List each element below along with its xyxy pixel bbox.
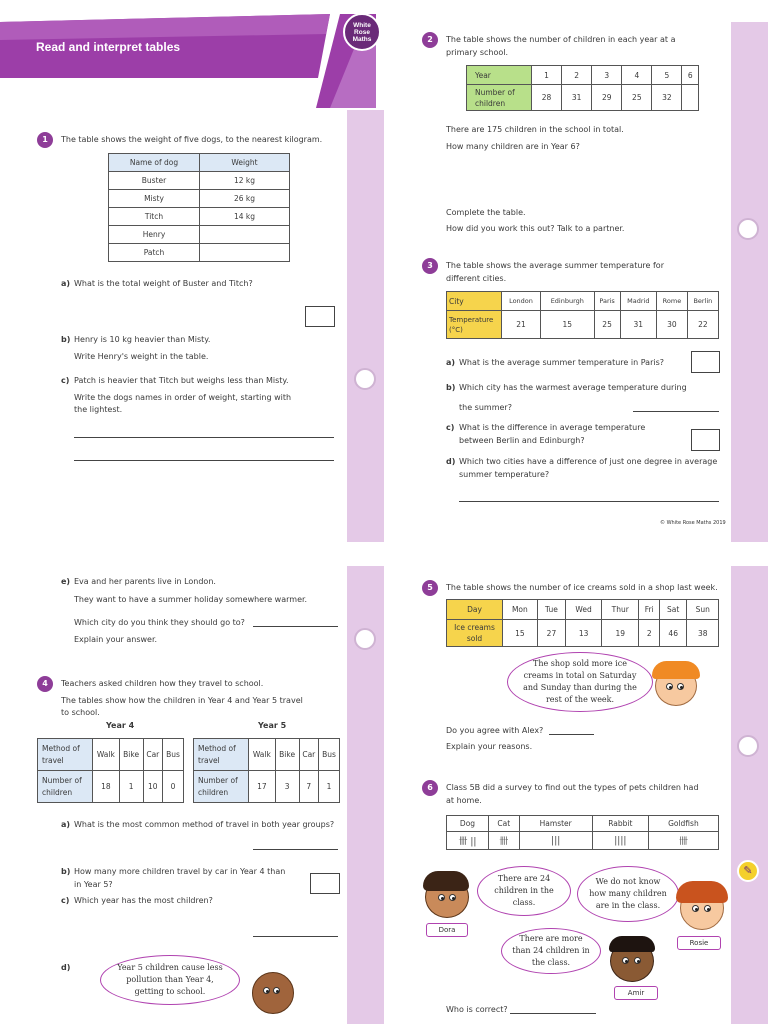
q5-answer-line[interactable] (549, 734, 594, 735)
table-header: Name of dog (109, 154, 200, 172)
q2-intro-1: The table shows the number of children in each year at a (446, 35, 676, 44)
table-cell: Rome (657, 292, 688, 311)
q2-text-3: Complete the table. (446, 208, 526, 217)
q4-intro-1: Teachers asked children how they travel to school. (61, 679, 264, 688)
table-cell: Thur (601, 600, 638, 620)
table-cell: Walk (249, 739, 276, 771)
logo-word-3: Maths (352, 35, 372, 43)
q3d-answer-line[interactable] (459, 501, 719, 502)
side-band-top-left (347, 110, 384, 542)
table-cell: 31 (562, 85, 592, 111)
q4-year4-table (37, 738, 184, 803)
table-cell: 1 (319, 771, 340, 803)
eye (449, 894, 456, 901)
question-number-5: 5 (422, 580, 438, 596)
question-number-3: 3 (422, 258, 438, 274)
q3b-text-1: Which city has the warmest average temperature during (459, 383, 687, 392)
q3c-text-2: between Berlin and Edinburgh? (459, 436, 585, 445)
row-header: City (447, 292, 502, 311)
q1c-answer-line-2[interactable] (74, 460, 334, 461)
table-cell: Car (143, 739, 163, 771)
q2-text-2: How many children are in Year 6? (446, 142, 580, 151)
table-cell: 31 (620, 311, 657, 339)
pupil (637, 960, 640, 963)
logo-word-2: Rose (354, 28, 370, 36)
table-cell: Car (299, 739, 319, 771)
q2-children-per-year-table (466, 65, 699, 111)
pupil (707, 908, 710, 911)
eye (263, 987, 270, 994)
logo-word-1: White (353, 21, 371, 29)
row-header: Number of children (38, 771, 93, 803)
table-cell: 32 (652, 85, 682, 111)
q1-intro: The table shows the weight of five dogs, to the nearest kilogram. (61, 135, 323, 144)
table-cell: 0 (163, 771, 184, 803)
table-cell: 15 (540, 311, 594, 339)
amir-hair (609, 936, 655, 952)
q2-text-4: How did you work this out? Talk to a partner. (446, 224, 625, 233)
q3a-text: What is the average summer temperature in Paris? (459, 358, 664, 367)
table-cell: Bus (319, 739, 340, 771)
table-cell: Hamster (519, 816, 592, 832)
row-header: Number of children (467, 85, 532, 111)
table-cell: 1 (532, 66, 562, 85)
q4d-label: d) (61, 963, 71, 972)
q1b-label: b) (61, 335, 71, 344)
pupil (669, 686, 672, 689)
table-cell: 28 (532, 85, 562, 111)
q3d-label: d) (446, 457, 456, 466)
q5-ice-cream-table (446, 599, 719, 647)
row-header: Year (467, 66, 532, 85)
table-cell: Bike (119, 739, 143, 771)
q1-dog-weight-table (108, 153, 290, 262)
q1c-label: c) (61, 376, 70, 385)
speech-bubble-rosie: We do not know how many children are in the class. (577, 866, 679, 922)
q3d-text-2: summer temperature? (459, 470, 550, 479)
character-face-q4d (252, 972, 294, 1014)
q3a-answer-box[interactable] (691, 351, 720, 373)
copyright-text: © White Rose Maths 2019 (660, 520, 726, 526)
eye (704, 905, 711, 912)
table-cell: 10 (143, 771, 163, 803)
row-header: Number of children (194, 771, 249, 803)
character-face-alex (655, 666, 697, 706)
answer-cell[interactable] (682, 85, 699, 111)
q4a-text: What is the most common method of travel in both year groups? (74, 820, 335, 829)
q1a-answer-box[interactable] (305, 306, 335, 327)
page-title: Read and interpret tables (36, 40, 181, 54)
dora-hair (423, 871, 469, 891)
q3c-text-1: What is the difference in average temperature (459, 423, 646, 432)
q4-year4-title: Year 4 (106, 721, 135, 730)
table-cell: Berlin (687, 292, 718, 311)
q3e-text-4: Explain your answer. (74, 635, 158, 644)
row-header: Method of travel (194, 739, 249, 771)
table-cell: 4 (622, 66, 652, 85)
discussion-icon (737, 735, 759, 757)
table-cell: Mon (503, 600, 538, 620)
table-cell: Dog (447, 816, 489, 832)
table-cell: 3 (592, 66, 622, 85)
table-cell: Titch (109, 208, 200, 226)
eye (666, 683, 673, 690)
table-cell: Edinburgh (540, 292, 594, 311)
table-cell: 12 kg (200, 172, 290, 190)
row-header: Method of travel (38, 739, 93, 771)
q4b-label: b) (61, 867, 71, 876)
eye (622, 957, 629, 964)
table-cell: Rabbit (592, 816, 648, 832)
pupil (625, 960, 628, 963)
row-header: Temperature (°C) (447, 311, 502, 339)
tally-cell: 卌 (648, 832, 718, 850)
pupil (276, 990, 279, 993)
header-banner (0, 14, 335, 78)
side-band-top-right (731, 22, 768, 542)
name-label-amir: Amir (614, 986, 658, 1000)
table-cell: 19 (601, 620, 638, 647)
eye (692, 905, 699, 912)
q1c-text-1: Patch is heavier that Titch but weighs less than Misty. (74, 376, 289, 385)
eye (634, 957, 641, 964)
q6-pets-tally-table (446, 815, 719, 850)
table-cell: Sat (659, 600, 686, 620)
table-cell: 6 (682, 66, 699, 85)
pupil (452, 897, 455, 900)
table-cell: Madrid (620, 292, 657, 311)
q4-year5-title: Year 5 (258, 721, 287, 730)
table-cell: Paris (594, 292, 620, 311)
table-cell: 17 (249, 771, 276, 803)
table-cell: 22 (687, 311, 718, 339)
character-face-dora (425, 876, 469, 918)
table-cell: 7 (299, 771, 319, 803)
table-cell: 5 (652, 66, 682, 85)
q3-temperature-table (446, 291, 719, 339)
q3e-text-3: Which city do you think they should go to? (74, 618, 245, 627)
table-cell: Misty (109, 190, 200, 208)
table-cell: 3 (275, 771, 299, 803)
q4c-label: c) (61, 896, 70, 905)
table-cell: 1 (119, 771, 143, 803)
speech-bubble-q4d: Year 5 children cause less pollution than Year 4, getting to school. (100, 955, 240, 1005)
alex-hair (652, 661, 700, 679)
q6-text-1: Who is correct? (446, 1005, 508, 1014)
q3b-text-2: the summer? (459, 403, 512, 412)
q4a-answer-line[interactable] (253, 849, 338, 850)
white-rose-logo (343, 13, 381, 51)
table-cell: 30 (657, 311, 688, 339)
table-cell: 21 (502, 311, 541, 339)
pupil (266, 990, 269, 993)
name-label-rosie: Rosie (677, 936, 721, 950)
tally-cell: 卌 || (447, 832, 489, 850)
side-band-bottom-right (731, 566, 768, 1024)
q4b-answer-box[interactable] (310, 873, 340, 894)
q3e-answer-line[interactable] (253, 626, 338, 627)
q6-answer-line[interactable] (510, 1013, 596, 1014)
character-face-amir (610, 940, 654, 982)
q1b-text-2: Write Henry's weight in the table. (74, 352, 209, 361)
q3c-answer-box[interactable] (691, 429, 720, 451)
pupil (695, 908, 698, 911)
q4-intro-3: to school. (61, 708, 100, 717)
pencil-icon: ✎ (737, 860, 759, 882)
q3c-label: c) (446, 423, 455, 432)
tally-cell: ||| (519, 832, 592, 850)
name-label-dora: Dora (426, 923, 468, 937)
table-cell: Bike (275, 739, 299, 771)
q4-intro-2: The tables show how the children in Year 4 and Year 5 travel (61, 696, 303, 705)
q6-intro-2: at home. (446, 796, 482, 805)
character-face-rosie (680, 886, 724, 930)
table-cell: Bus (163, 739, 184, 771)
q1c-text-3: the lightest. (74, 405, 123, 414)
table-cell: London (502, 292, 541, 311)
q4b-text-1: How many more children travel by car in Year 4 than (74, 867, 286, 876)
q5-text-1: Do you agree with Alex? (446, 726, 544, 735)
q3d-text-1: Which two cities have a difference of just one degree in average (459, 457, 718, 466)
q6-intro-1: Class 5B did a survey to find out the types of pets children had (446, 783, 699, 792)
q5-text-2: Explain your reasons. (446, 742, 533, 751)
tally-cell: |||| (592, 832, 648, 850)
table-cell: 14 kg (200, 208, 290, 226)
eye (273, 987, 280, 994)
q2-intro-2: primary school. (446, 48, 509, 57)
q4a-label: a) (61, 820, 71, 829)
tally-cell: 卌 (488, 832, 519, 850)
speech-bubble-amir: There are more than 24 children in the class. (501, 928, 601, 974)
q1c-answer-line-1[interactable] (74, 437, 334, 438)
speech-bubble-alex: The shop sold more ice creams in total on Saturday and Sunday than during the rest of the week. (507, 652, 653, 712)
table-cell: Tue (537, 600, 565, 620)
q3e-text-2: They want to have a summer holiday somewhere warmer. (74, 595, 308, 604)
q4b-text-2: in Year 5? (74, 880, 113, 889)
rosie-hair (676, 881, 728, 903)
table-cell: Sun (687, 600, 719, 620)
table-cell: 25 (594, 311, 620, 339)
table-cell: Henry (109, 226, 200, 244)
table-cell: 18 (93, 771, 120, 803)
row-header: Ice creams sold (447, 620, 503, 647)
eye (438, 894, 445, 901)
table-cell: Cat (488, 816, 519, 832)
table-header: Weight (200, 154, 290, 172)
table-cell: Patch (109, 244, 200, 262)
table-cell: 15 (503, 620, 538, 647)
table-cell: 27 (537, 620, 565, 647)
q1a-text: What is the total weight of Buster and Titch? (74, 279, 253, 288)
q4-year5-table (193, 738, 340, 803)
row-header: Day (447, 600, 503, 620)
q1c-text-2: Write the dogs names in order of weight, starting with (74, 393, 292, 402)
q5-intro: The table shows the number of ice creams sold in a shop last week. (446, 583, 718, 592)
table-cell: 46 (659, 620, 686, 647)
question-number-4: 4 (37, 676, 53, 692)
q1b-text-1: Henry is 10 kg heavier than Misty. (74, 335, 211, 344)
q1a-label: a) (61, 279, 71, 288)
q3b-label: b) (446, 383, 456, 392)
discussion-icon (737, 218, 759, 240)
discussion-icon (354, 628, 376, 650)
q4c-text: Which year has the most children? (74, 896, 213, 905)
q3e-label: e) (61, 577, 71, 586)
reasoning-icon (354, 368, 376, 390)
table-cell: 13 (566, 620, 602, 647)
q3-intro-1: The table shows the average summer temperature for (446, 261, 664, 270)
table-cell: Buster (109, 172, 200, 190)
eye (677, 683, 684, 690)
answer-cell[interactable] (200, 244, 290, 262)
table-cell: Wed (566, 600, 602, 620)
speech-bubble-dora: There are 24 children in the class. (477, 866, 571, 916)
table-cell: Goldfish (648, 816, 718, 832)
table-cell: Walk (93, 739, 120, 771)
q3b-answer-line[interactable] (633, 411, 719, 412)
pupil (441, 897, 444, 900)
table-cell: Fri (639, 600, 660, 620)
q2-text-1: There are 175 children in the school in total. (446, 125, 624, 134)
question-number-1: 1 (37, 132, 53, 148)
q3a-label: a) (446, 358, 456, 367)
table-cell: 26 kg (200, 190, 290, 208)
table-cell: 25 (622, 85, 652, 111)
q4c-answer-line[interactable] (253, 936, 338, 937)
q3-intro-2: different cities. (446, 274, 507, 283)
question-number-6: 6 (422, 780, 438, 796)
table-cell: 2 (639, 620, 660, 647)
table-cell: 29 (592, 85, 622, 111)
table-cell: 38 (687, 620, 719, 647)
table-cell: 2 (562, 66, 592, 85)
question-number-2: 2 (422, 32, 438, 48)
answer-cell[interactable] (200, 226, 290, 244)
pupil (680, 686, 683, 689)
q3e-text-1: Eva and her parents live in London. (74, 577, 216, 586)
